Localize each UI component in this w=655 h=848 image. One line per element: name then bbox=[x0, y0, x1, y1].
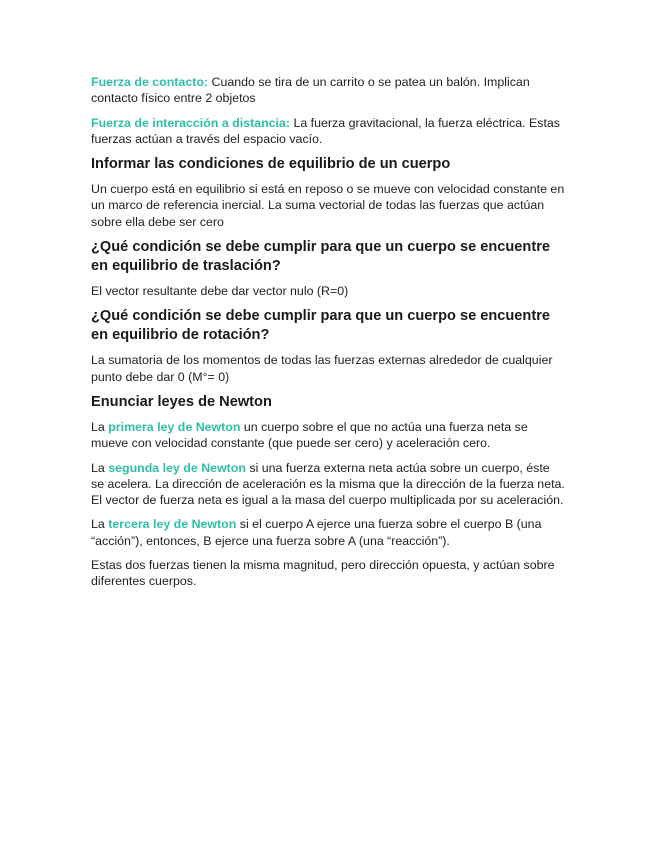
paragraph-rotation-equilibrium: La sumatoria de los momentos de todas las fuerzas externas alrededor de cualquier punto debe dar 0 (M°= 0) bbox=[91, 353, 553, 384]
text-contact-force: Cuando se tira de un carrito o se patea un balón. Implican contacto físico entre 2 objetos bbox=[91, 75, 530, 106]
paragraph-equilibrium: Un cuerpo está en equilibrio si está en reposo o se mueve con velocidad constante en un marco de referencia inercial. La suma vectorial de todas las fuerzas que actúan sobre ella debe ser cero bbox=[91, 182, 565, 229]
heading-newton-laws: Enunciar leyes de Newton bbox=[91, 393, 272, 410]
heading-rotation-equilibrium: ¿Qué condición se debe cumplir para que un cuerpo se encuentre en equilibrio de rotación? bbox=[91, 308, 550, 344]
paragraph-first-law bbox=[91, 419, 566, 452]
text-first-law: un cuerpo sobre el que no actúa una fuerza neta se mueve con velocidad constante (que puede ser cero) y aceleración cero. bbox=[91, 419, 528, 451]
term-contact-force: Fuerza de contacto: bbox=[91, 75, 209, 89]
term-second-law: segunda ley de Newton bbox=[108, 460, 246, 475]
paragraph-second-law bbox=[91, 460, 566, 509]
first-law-prefix: La bbox=[91, 419, 109, 434]
paragraph-contact-force bbox=[91, 74, 566, 107]
text-third-law: si el cuerpo A ejerce una fuerza sobre el cuerpo B (una “acción”), entonces, B ejerce una fuerza sobre A (una “reacción”). bbox=[91, 517, 542, 548]
term-distance-force: Fuerza de interacción a distancia: bbox=[91, 115, 291, 130]
paragraph-translation-equilibrium: El vector resultante debe dar vector nulo (R=0) bbox=[91, 284, 349, 299]
third-law-prefix: La bbox=[91, 517, 109, 532]
second-law-prefix: La bbox=[91, 460, 109, 475]
term-third-law: tercera ley de Newton bbox=[108, 517, 237, 532]
term-first-law: primera ley de Newton bbox=[108, 419, 241, 434]
text-distance-force: La fuerza gravitacional, la fuerza eléctrica. Estas fuerzas actúan a través del espacio vacío. bbox=[91, 115, 560, 146]
paragraph-closing: Estas dos fuerzas tienen la misma magnitud, pero dirección opuesta, y actúan sobre diferentes cuerpos. bbox=[91, 558, 555, 589]
heading-translation-equilibrium: ¿Qué condición se debe cumplir para que un cuerpo se encuentre en equilibrio de traslación? bbox=[91, 239, 550, 275]
document-body bbox=[91, 74, 566, 598]
text-second-law: si una fuerza externa neta actúa sobre un cuerpo, éste se acelera. La dirección de aceleración es la misma que la dirección de la fuerza neta. El vector de fuerza neta es igual a la masa del cuerpo multiplicada por su aceleración. bbox=[91, 460, 565, 508]
paragraph-distance-force bbox=[91, 115, 566, 148]
heading-equilibrium: Informar las condiciones de equilibrio de un cuerpo bbox=[91, 156, 451, 173]
paragraph-third-law bbox=[91, 516, 566, 549]
